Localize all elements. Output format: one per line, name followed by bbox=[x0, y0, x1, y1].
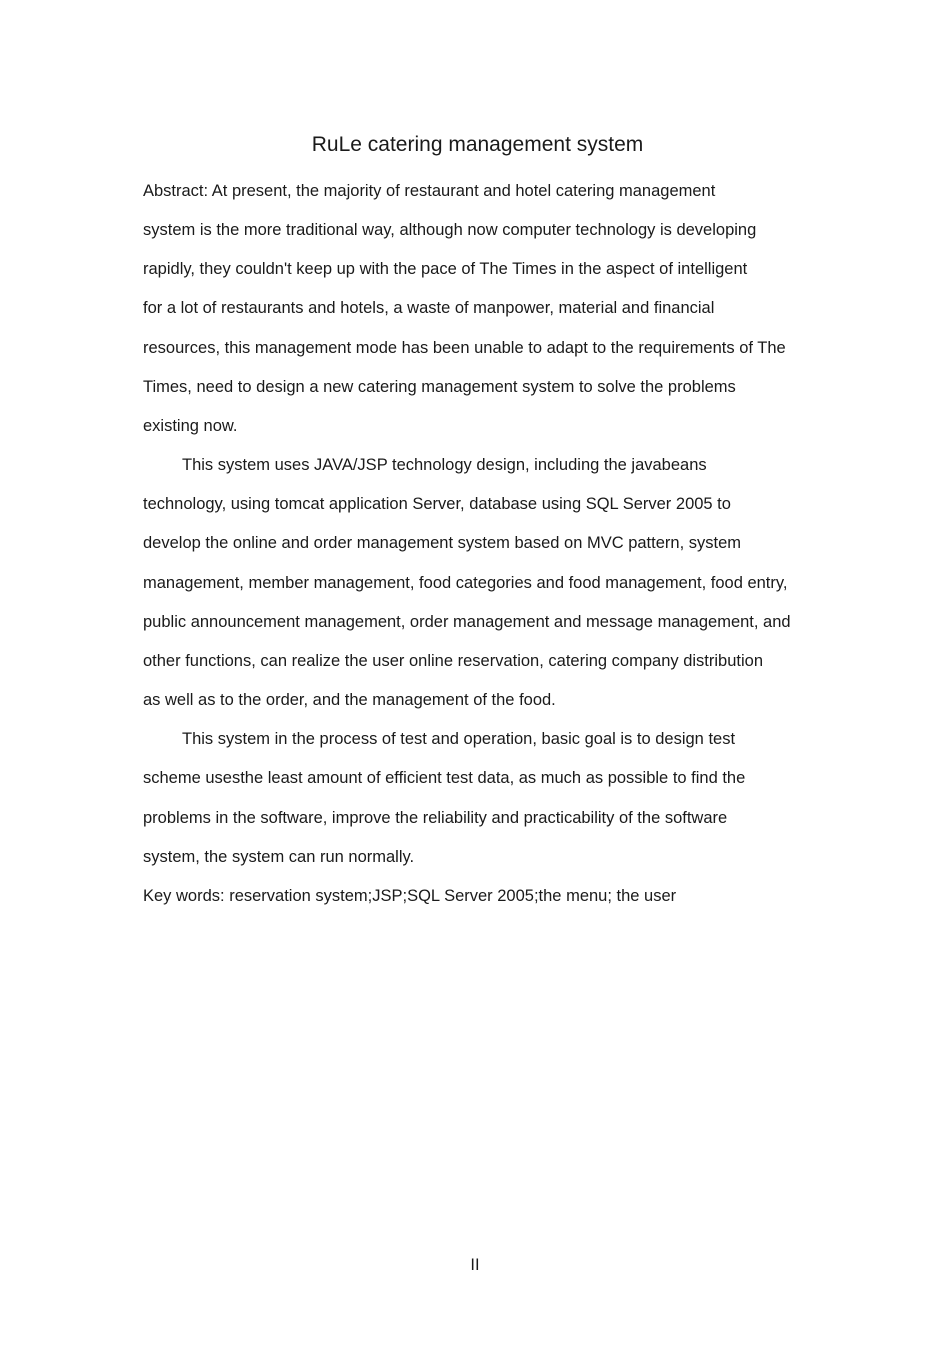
abstract-body bbox=[143, 172, 848, 916]
paragraph-line: This system uses JAVA/JSP technology design, including the javabeans bbox=[182, 456, 707, 475]
abstract-line: for a lot of restaurants and hotels, a waste of manpower, material and financial bbox=[143, 299, 715, 318]
paragraph-line: This system in the process of test and operation, basic goal is to design test bbox=[182, 730, 736, 749]
paragraph-line: technology, using tomcat application Server, database using SQL Server 2005 to bbox=[143, 495, 731, 514]
keywords-line: Key words: reservation system;JSP;SQL Server 2005;the menu; the user bbox=[143, 886, 677, 905]
paragraph-line: other functions, can realize the user online reservation, catering company distribution bbox=[143, 651, 764, 670]
abstract-line: system is the more traditional way, although now computer technology is developing bbox=[143, 221, 757, 240]
page-title: RuLe catering management system bbox=[311, 133, 644, 156]
abstract-line: rapidly, they couldn't keep up with the pace of The Times in the aspect of intelligent bbox=[143, 260, 748, 279]
paragraph-line: as well as to the order, and the management of the food. bbox=[143, 691, 556, 710]
abstract-line: existing now. bbox=[143, 416, 238, 435]
paragraph-line: develop the online and order management system based on MVC pattern, system bbox=[143, 534, 741, 553]
paragraph-line: problems in the software, improve the reliability and practicability of the software bbox=[143, 808, 728, 827]
abstract-line: resources, this management mode has been unable to adapt to the requirements of The bbox=[143, 338, 786, 357]
abstract-line: Times, need to design a new catering management system to solve the problems bbox=[143, 377, 736, 396]
paragraph-line: system, the system can run normally. bbox=[143, 847, 415, 866]
page-number: II bbox=[470, 1256, 480, 1274]
abstract-line: Abstract: At present, the majority of restaurant and hotel catering management bbox=[143, 182, 716, 200]
paragraph-line: management, member management, food categories and food management, food entry, bbox=[143, 573, 788, 592]
paragraph-line: public announcement management, order management and message management, and bbox=[143, 612, 791, 631]
paragraph-line: scheme usesthe least amount of efficient test data, as much as possible to find the bbox=[143, 769, 746, 788]
